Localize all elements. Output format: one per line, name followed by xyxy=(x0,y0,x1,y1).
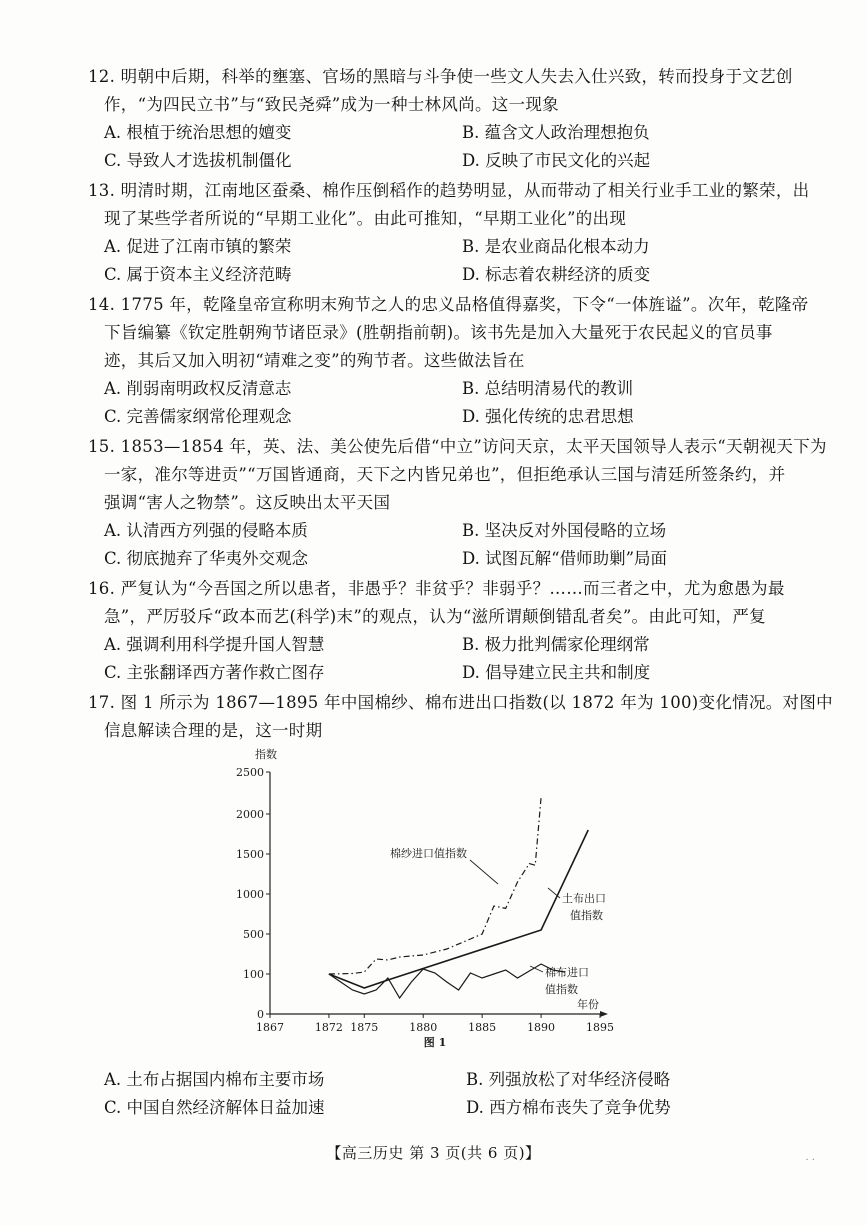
question-15-option-b[interactable]: B. 坚决反对外国侵略的立场 xyxy=(462,521,667,540)
question-12-line-1: 12. 明朝中后期，科举的壅塞、官场的黑暗与斗争使一些文人失去入仕兴致，转而投身于文艺创 xyxy=(88,67,793,86)
series-line-3 xyxy=(329,964,565,998)
question-14-option-d[interactable]: D. 强化传统的忠君思想 xyxy=(462,407,634,426)
question-12-option-b[interactable]: B. 蕴含文人政治理想抱负 xyxy=(462,123,650,142)
question-13-option-a[interactable]: A. 促进了江南市镇的繁荣 xyxy=(104,237,292,256)
question-17-line-2: 信息解读合理的是，这一时期 xyxy=(104,721,323,740)
question-16-line-2: 急”，严厉驳斥“政本而艺(科学)末”的观点，认为“滋所谓颠倒错乱者矣”。由此可知，严复 xyxy=(104,607,766,626)
question-13-option-b[interactable]: B. 是农业商品化根本动力 xyxy=(462,237,650,256)
question-14-option-c[interactable]: C. 完善儒家纲常伦理观念 xyxy=(104,407,292,426)
x-tick-label: 1867 xyxy=(256,1021,284,1034)
x-axis-label: 年份 xyxy=(577,998,599,1011)
y-tick-label: 0 xyxy=(257,1008,264,1021)
question-12-option-a[interactable]: A. 根植于统治思想的嬗变 xyxy=(104,123,292,142)
question-14-option-b[interactable]: B. 总结明清易代的教训 xyxy=(462,379,634,398)
y-tick-label: 2500 xyxy=(236,766,264,779)
question-17-option-a[interactable]: A. 土布占据国内棉布主要市场 xyxy=(104,1070,325,1089)
y-tick-label: 1000 xyxy=(236,888,264,901)
series-label-cloth-import-1: 棉布进口 xyxy=(545,966,589,979)
question-16-option-c[interactable]: C. 主张翻译西方著作救亡图存 xyxy=(104,663,325,682)
question-17-option-b[interactable]: B. 列强放松了对华经济侵略 xyxy=(466,1070,671,1089)
question-15-option-d[interactable]: D. 试图瓦解“借师助剿”局面 xyxy=(462,549,668,568)
corner-mark: . . xyxy=(805,1152,815,1163)
y-tick-label: 1500 xyxy=(236,848,264,861)
x-tick-label: 1875 xyxy=(350,1021,379,1034)
y-tick-label: 500 xyxy=(243,928,264,941)
question-16-line-1: 16. 严复认为“今吾国之所以患者，非愚乎？非贫乎？非弱乎？……而三者之中，尤为愈愚为最 xyxy=(88,579,785,598)
y-axis-label: 指数 xyxy=(255,748,277,761)
y-tick-label: 2000 xyxy=(236,808,264,821)
question-13-option-d[interactable]: D. 标志着农耕经济的质变 xyxy=(462,265,651,284)
question-13-option-c[interactable]: C. 属于资本主义经济范畴 xyxy=(104,265,292,284)
question-15-option-c[interactable]: C. 彻底抛弃了华夷外交观念 xyxy=(104,549,309,568)
question-15-line-1: 15. 1853—1854 年，英、法、美公使先后借“中立”访问天京，太平天国领导人表示“天朝视天下为 xyxy=(88,437,827,456)
page-footer: 【高三历史 第 3 页(共 6 页)】 xyxy=(326,1144,541,1162)
question-12-option-c[interactable]: C. 导致人才选拔机制僵化 xyxy=(104,151,292,170)
question-14-line-1: 14. 1775 年，乾隆皇帝宣称明末殉节之人的忠义品格值得嘉奖，下令“一体旌谥”。次年，乾隆帝 xyxy=(88,295,809,314)
x-axis-arrow xyxy=(600,1011,608,1017)
x-tick-label: 1890 xyxy=(527,1021,556,1034)
series-line-1 xyxy=(329,797,541,974)
x-tick-label: 1885 xyxy=(468,1021,497,1034)
series-label-cloth-export-2: 值指数 xyxy=(570,909,603,922)
question-13-line-1: 13. 明清时期，江南地区蚕桑、棉作压倒稻作的趋势明显，从而带动了相关行业手工业的繁荣，出 xyxy=(88,181,810,200)
question-12-option-d[interactable]: D. 反映了市民文化的兴起 xyxy=(462,151,651,170)
series-label-cloth-export-1: 土布出口 xyxy=(562,892,606,905)
question-14-line-3: 迹，其后又加入明初“靖难之变”的殉节者。这些做法旨在 xyxy=(104,351,525,370)
question-12-line-2: 作，“为四民立书”与“致民尧舜”成为一种士林风尚。这一现象 xyxy=(104,95,559,114)
question-16-option-d[interactable]: D. 倡导建立民主共和制度 xyxy=(462,663,651,682)
series-label-yarn-import: 棉纱进口值指数 xyxy=(390,847,467,860)
figure-caption: 图 1 xyxy=(423,1036,447,1049)
question-14-line-2: 下旨编纂《钦定胜朝殉节诸臣录》(胜朝指前朝)。该书先是加入大量死于农民起义的官员事 xyxy=(104,323,773,342)
question-15-line-2: 一家，准尔等进贡”“万国皆通商，天下之内皆兄弟也”，但拒绝承认三国与清廷所签条约，并 xyxy=(104,465,786,484)
y-tick-label: 100 xyxy=(243,968,264,981)
x-tick-label: 1880 xyxy=(409,1021,438,1034)
series-leader-yarn-import xyxy=(470,860,498,884)
question-13-line-2: 现了某些学者所说的“早期工业化”。由此可推知，“早期工业化”的出现 xyxy=(104,209,627,228)
question-17-option-d[interactable]: D. 西方棉布丧失了竞争优势 xyxy=(466,1098,671,1117)
question-14-option-a[interactable]: A. 削弱南明政权反清意志 xyxy=(104,379,292,398)
x-tick-label: 1872 xyxy=(314,1021,343,1034)
question-17-line-1: 17. 图 1 所示为 1867—1895 年中国棉纱、棉布进出口指数(以 1872 年为 100)变化情况。对图中 xyxy=(88,693,833,712)
question-17-option-c[interactable]: C. 中国自然经济解体日益加速 xyxy=(104,1098,325,1117)
question-15-line-3: 强调“害人之物禁”。这反映出太平天国 xyxy=(104,493,391,512)
chart-svg xyxy=(236,742,620,1052)
question-15-option-a[interactable]: A. 认清西方列强的侵略本质 xyxy=(104,521,308,540)
question-16-option-b[interactable]: B. 极力批判儒家伦理纲常 xyxy=(462,635,650,654)
figure-1-chart xyxy=(236,742,620,1052)
series-label-cloth-import-2: 值指数 xyxy=(545,983,578,996)
x-tick-label: 1895 xyxy=(586,1021,614,1034)
question-16-option-a[interactable]: A. 强调利用科学提升国人智慧 xyxy=(104,635,325,654)
